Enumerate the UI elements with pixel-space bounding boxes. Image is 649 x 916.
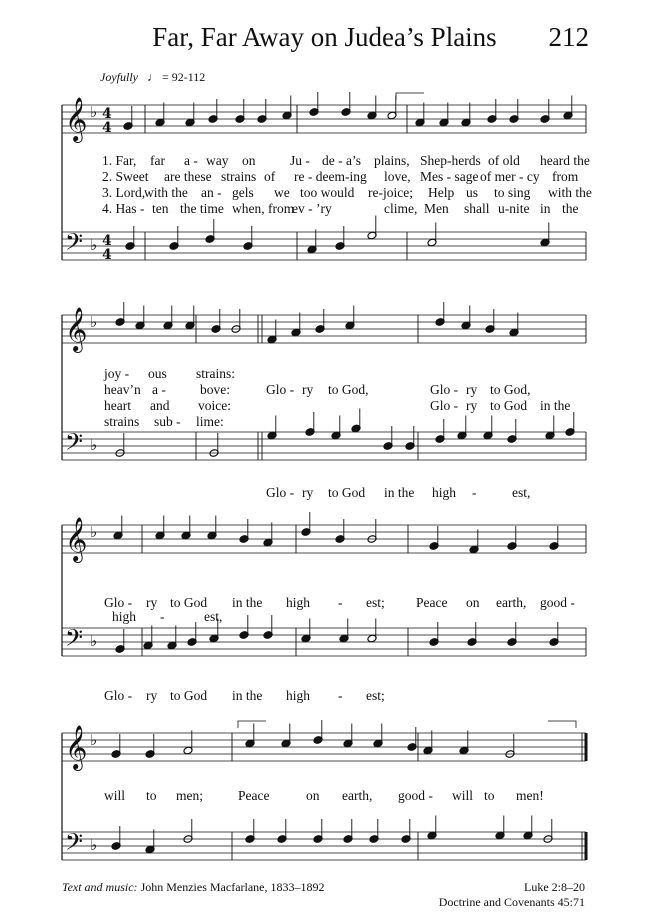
- lyric-syllable: sub -: [154, 414, 181, 429]
- lyric-syllable: ry: [146, 595, 158, 610]
- treble-clef: 𝄞: [65, 97, 88, 141]
- lyric-syllable: Glo -: [266, 485, 295, 500]
- lyric-syllable: high: [432, 485, 457, 500]
- credit: [62, 880, 325, 895]
- metronome-mark: ♩ = 92-112: [146, 70, 206, 84]
- lyric-syllable: high: [286, 688, 311, 703]
- lyric-syllable: earth,: [496, 595, 527, 610]
- flat-key-signature: ♭: [90, 103, 98, 121]
- lyric-syllable: to: [146, 788, 157, 803]
- lyric-syllable: -: [472, 485, 477, 500]
- flat-key-signature: ♭: [90, 523, 98, 541]
- lyric-syllable: on: [242, 153, 256, 168]
- credit-label: Text and music:: [62, 880, 138, 894]
- scripture-ref-1: Luke 2:8–20: [524, 880, 585, 894]
- lyric-syllable: Glo -: [266, 382, 295, 397]
- lyric-syllable: -: [338, 688, 343, 703]
- lyric-syllable: -: [160, 609, 165, 624]
- lyric-syllable: the time: [180, 201, 224, 216]
- lyric-syllable: strains:: [196, 366, 235, 381]
- lyric-syllable: to God,: [328, 382, 369, 397]
- ending-bracket: [238, 721, 266, 728]
- bass-clef: 𝄢: [65, 228, 84, 261]
- lyric-syllable: 4. Has -: [102, 201, 145, 216]
- time-signature-top: 4: [102, 106, 112, 122]
- lyric-syllable: to God: [490, 398, 528, 413]
- lyric-syllable: men!: [516, 788, 544, 803]
- lyric-syllable: ry: [466, 382, 478, 397]
- lyric-syllable: Help: [428, 185, 455, 200]
- tempo-word: Joyfully: [100, 70, 138, 84]
- bass-clef: 𝄢: [65, 428, 84, 461]
- lyric-syllable: of old: [488, 153, 520, 168]
- lyric-syllable: of: [264, 169, 276, 184]
- lyric-syllable: clime,: [384, 201, 418, 216]
- treble-clef: 𝄞: [65, 725, 88, 769]
- lyric-syllable: men;: [176, 788, 203, 803]
- treble-clef: 𝄞: [65, 307, 88, 351]
- lyric-syllable: ry: [466, 398, 478, 413]
- lyric-syllable: Ju -: [290, 153, 310, 168]
- lyric-syllable: plains,: [374, 153, 410, 168]
- lyric-syllable: re - deem-ing: [294, 169, 367, 184]
- lyric-syllable: Men: [424, 201, 449, 216]
- lyric-syllable: ten: [152, 201, 169, 216]
- bass-clef: 𝄢: [65, 828, 84, 861]
- lyric-syllable: u-nite: [498, 201, 530, 216]
- lyric-syllable: when, from: [232, 201, 295, 216]
- lyric-syllable: in: [540, 201, 551, 216]
- lyric-syllable: Glo -: [104, 595, 133, 610]
- lyric-syllable: from: [552, 169, 579, 184]
- flat-key-signature: ♭: [90, 436, 98, 454]
- lyric-syllable: high: [112, 609, 137, 624]
- lyric-syllable: 1. Far,: [102, 153, 137, 168]
- lyric-syllable: with the: [548, 185, 592, 200]
- metronome-value: = 92-112: [161, 70, 206, 84]
- lyric-syllable: way: [206, 153, 229, 168]
- lyric-syllable: Mes - sage: [420, 169, 479, 184]
- lyric-syllable: ry: [302, 485, 314, 500]
- lyric-syllable: will: [104, 788, 126, 803]
- lyric-syllable: a -: [152, 382, 166, 397]
- time-signature-top: 4: [102, 233, 112, 249]
- lyric-syllable: est;: [366, 595, 385, 610]
- lyric-syllable: shall: [464, 201, 490, 216]
- lyric-syllable: are these: [164, 169, 212, 184]
- lyric-syllable: -: [338, 595, 343, 610]
- lyric-syllable: gels: [232, 185, 254, 200]
- lyric-syllable: will: [452, 788, 474, 803]
- flat-key-signature: ♭: [90, 731, 98, 749]
- lyric-syllable: re-joice;: [368, 185, 413, 200]
- ending-bracket: [396, 93, 424, 100]
- lyric-syllable: us: [466, 185, 479, 200]
- bass-clef: 𝄢: [65, 624, 84, 657]
- lyric-syllable: Glo -: [430, 382, 459, 397]
- lyric-syllable: to God: [170, 688, 208, 703]
- lyric-syllable: the: [562, 201, 579, 216]
- lyric-syllable: in the: [232, 688, 263, 703]
- lyric-syllable: voice:: [198, 398, 231, 413]
- lyric-syllable: on: [306, 788, 320, 803]
- lyric-syllable: good -: [540, 595, 575, 610]
- lyric-syllable: on: [466, 595, 480, 610]
- flat-key-signature: ♭: [90, 313, 98, 331]
- hymn-title: Far, Far Away on Judea’s Plains: [152, 22, 497, 52]
- hymn-number: 212: [548, 22, 589, 52]
- lyric-syllable: earth,: [342, 788, 373, 803]
- credit-value: John Menzies Macfarlane, 1833–1892: [140, 880, 325, 894]
- lyric-syllable: in the: [384, 485, 415, 500]
- lyric-syllable: in the: [232, 595, 263, 610]
- lyric-syllable: love,: [384, 169, 411, 184]
- lyric-syllable: far: [150, 153, 165, 168]
- lyric-syllable: joy -: [104, 366, 130, 381]
- lyric-syllable: de - a’s: [322, 153, 361, 168]
- lyric-syllable: strains: [221, 169, 257, 184]
- lyric-syllable: too would: [300, 185, 355, 200]
- lyric-syllable: to God,: [490, 382, 531, 397]
- lyric-syllable: Shep-herds: [420, 153, 481, 168]
- lyric-syllable: an -: [201, 185, 222, 200]
- lyric-syllable: heart: [104, 398, 131, 413]
- lyric-syllable: a -: [184, 153, 198, 168]
- lyric-syllable: we: [274, 185, 290, 200]
- lyric-syllable: ev - ’ry: [292, 201, 332, 216]
- lyric-syllable: est,: [204, 609, 223, 624]
- lyric-syllable: bove:: [200, 382, 230, 397]
- lyric-syllable: 2. Sweet: [102, 169, 149, 184]
- time-signature-bottom: 4: [102, 247, 112, 263]
- lyric-syllable: ry: [302, 382, 314, 397]
- treble-clef: 𝄞: [65, 517, 88, 561]
- lyric-syllable: with the: [144, 185, 188, 200]
- lyric-syllable: to: [484, 788, 495, 803]
- lyric-syllable: est,: [512, 485, 531, 500]
- lyric-syllable: to sing: [494, 185, 531, 200]
- flat-key-signature: ♭: [90, 836, 98, 854]
- lyric-syllable: ous: [148, 366, 167, 381]
- lyric-syllable: lime:: [196, 414, 224, 429]
- lyric-syllable: Peace: [238, 788, 270, 803]
- flat-key-signature: ♭: [90, 632, 98, 650]
- flat-key-signature: ♭: [90, 236, 98, 254]
- ending-bracket: [548, 721, 576, 728]
- lyric-syllable: heard the: [540, 153, 590, 168]
- time-signature-bottom: 4: [102, 120, 112, 136]
- lyric-syllable: 3. Lord,: [102, 185, 146, 200]
- lyric-syllable: Glo -: [430, 398, 459, 413]
- lyric-syllable: ry: [146, 688, 158, 703]
- lyric-syllable: to God: [170, 595, 208, 610]
- lyric-syllable: good -: [398, 788, 433, 803]
- lyric-syllable: and: [150, 398, 170, 413]
- lyric-syllable: Peace: [416, 595, 448, 610]
- scripture-ref-2: Doctrine and Covenants 45:71: [438, 895, 585, 909]
- lyric-syllable: high: [286, 595, 311, 610]
- lyric-syllable: to God: [328, 485, 366, 500]
- lyric-syllable: strains: [104, 414, 140, 429]
- lyric-syllable: heav’n: [104, 382, 141, 397]
- lyric-syllable: of mer - cy: [480, 169, 540, 184]
- lyric-syllable: in the: [540, 398, 571, 413]
- lyric-syllable: est;: [366, 688, 385, 703]
- lyric-syllable: Glo -: [104, 688, 133, 703]
